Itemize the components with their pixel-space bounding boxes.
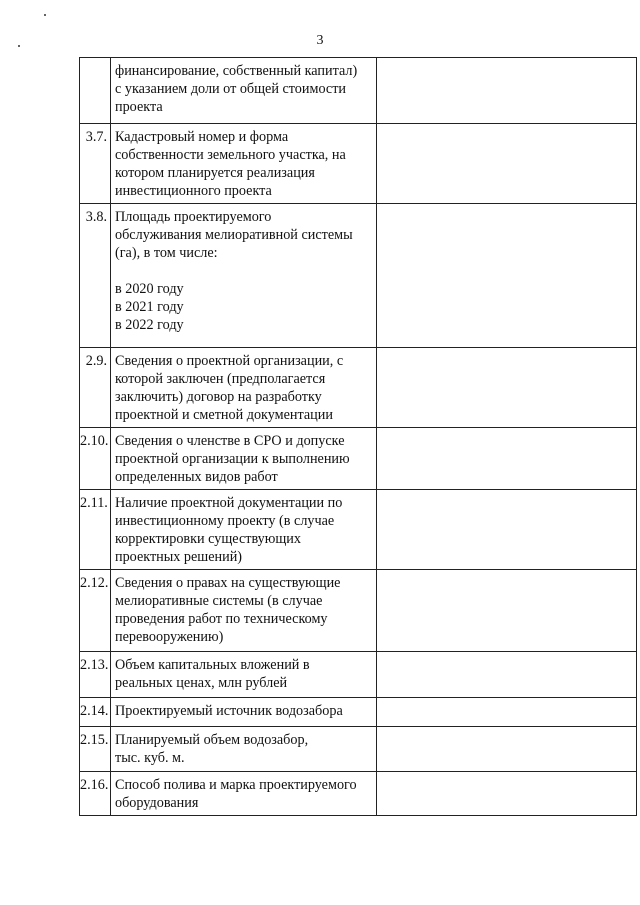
- table-row: [80, 58, 637, 124]
- table-row: [80, 570, 637, 652]
- table-row: [80, 490, 637, 570]
- row-description: Планируемый объем водозабор, тыс. куб. м.: [111, 727, 377, 772]
- row-value-cell: [377, 727, 637, 772]
- row-number: 2.16.: [80, 772, 111, 816]
- row-value-cell: [377, 570, 637, 652]
- row-value-cell: [377, 490, 637, 570]
- row-description: Объем капитальных вложений в реальных ценах, млн рублей: [111, 652, 377, 698]
- table-row: [80, 428, 637, 490]
- row-number: 2.14.: [80, 698, 111, 727]
- row-value-cell: [377, 58, 637, 124]
- table-row: [80, 652, 637, 698]
- row-number: 2.15.: [80, 727, 111, 772]
- row-description: Сведения о членстве в СРО и допуске проектной организации к выполнению определенных видов работ: [111, 428, 377, 490]
- row-number: 2.13.: [80, 652, 111, 698]
- row-description: Сведения о правах на существующие мелиоративные системы (в случае проведения работ по техническому перевооружению): [111, 570, 377, 652]
- row-number: 2.11.: [80, 490, 111, 570]
- row-description: Площадь проектируемого обслуживания мелиоративной системы (га), в том числе: в 2020 году в 2021 году в 2022 году: [111, 204, 377, 348]
- table-row: [80, 204, 637, 348]
- application-form-table: [79, 57, 637, 816]
- table-row: [80, 727, 637, 772]
- row-description: финансирование, собственный капитал) с указанием доли от общей стоимости проекта: [111, 58, 377, 124]
- table-row: [80, 348, 637, 428]
- scan-speck: [44, 14, 46, 16]
- table-row: [80, 124, 637, 204]
- row-description: Сведения о проектной организации, с которой заключен (предполагается заключить) договор на разработку проектной и сметной документации: [111, 348, 377, 428]
- row-value-cell: [377, 428, 637, 490]
- row-description: Проектируемый источник водозабора: [111, 698, 377, 727]
- row-description: Кадастровый номер и форма собственности земельного участка, на котором планируется реализация инвестиционного проекта: [111, 124, 377, 204]
- table-row: [80, 698, 637, 727]
- row-value-cell: [377, 348, 637, 428]
- row-number: [80, 58, 111, 124]
- row-value-cell: [377, 124, 637, 204]
- row-number: 3.8.: [80, 204, 111, 348]
- row-value-cell: [377, 698, 637, 727]
- row-value-cell: [377, 204, 637, 348]
- row-number: 2.12.: [80, 570, 111, 652]
- row-description: Наличие проектной документации по инвестиционному проекту (в случае корректировки существующих проектных решений): [111, 490, 377, 570]
- table-row: [80, 772, 637, 816]
- row-description: Способ полива и марка проектируемого оборудования: [111, 772, 377, 816]
- row-value-cell: [377, 772, 637, 816]
- row-number: 2.9.: [80, 348, 111, 428]
- scan-speck: [18, 45, 20, 47]
- row-number: 3.7.: [80, 124, 111, 204]
- row-value-cell: [377, 652, 637, 698]
- row-number: 2.10.: [80, 428, 111, 490]
- page-number: 3: [316, 33, 324, 48]
